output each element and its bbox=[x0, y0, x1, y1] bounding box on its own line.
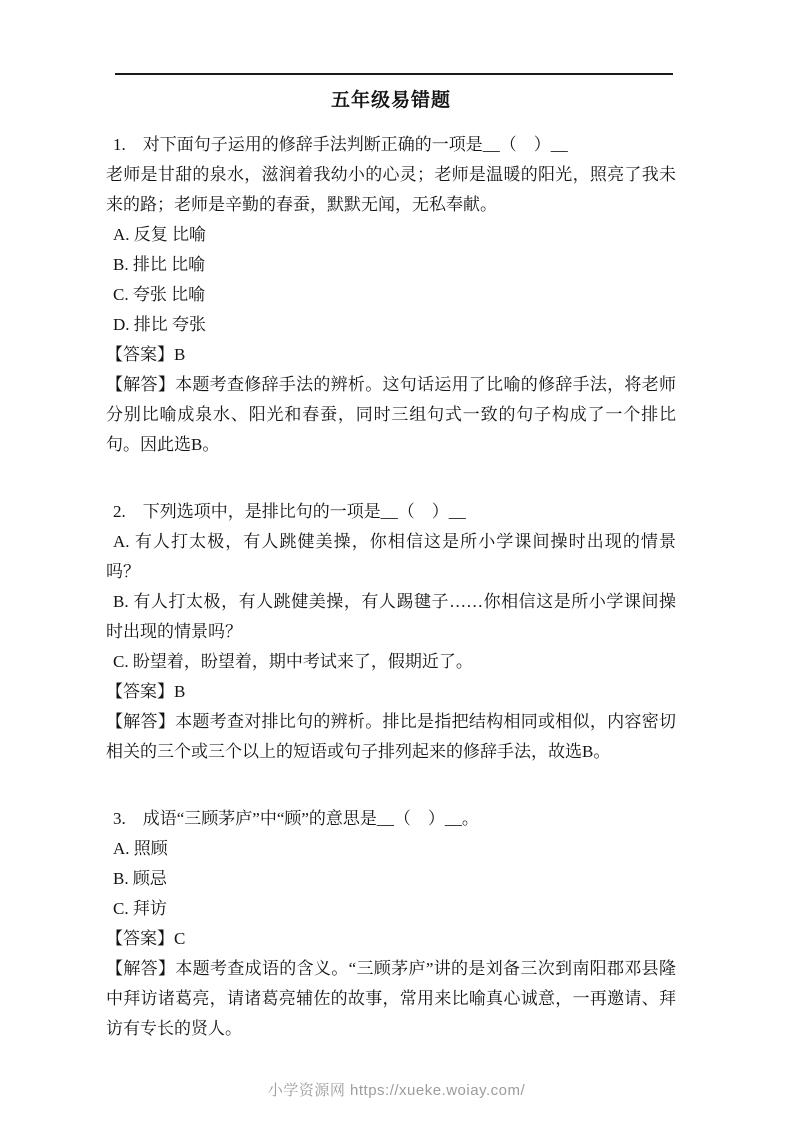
option-b: B. 有人打太极，有人跳健美操，有人踢毽子……你相信这是所小学课间操时出现的情景吗？ bbox=[106, 592, 676, 641]
question-prompt bbox=[106, 804, 676, 834]
answer-label: 【答案】 bbox=[106, 929, 174, 948]
question-number: 2. bbox=[113, 502, 126, 521]
question-block-2 bbox=[106, 497, 676, 767]
header-rule bbox=[115, 73, 673, 75]
option-b: B. 顾忌 bbox=[113, 869, 167, 888]
question-number: 1. bbox=[113, 135, 126, 154]
question-block-3 bbox=[106, 804, 676, 1044]
question-block-1 bbox=[106, 130, 676, 460]
explanation-line bbox=[106, 370, 676, 460]
answer-line bbox=[106, 677, 676, 707]
explanation-label: 【解答】 bbox=[106, 375, 176, 394]
answer-value: C bbox=[174, 929, 186, 948]
question-prompt bbox=[106, 497, 676, 527]
explanation-label: 【解答】 bbox=[106, 959, 176, 978]
answer-value: B bbox=[174, 682, 186, 701]
option-b: B. 排比 比喻 bbox=[113, 255, 206, 274]
explanation-text: 本题考查修辞手法的辨析。这句话运用了比喻的修辞手法，将老师分别比喻成泉水、阳光和春蚕，同时三组句式一致的句子构成了一个排比句。因此选B。 bbox=[106, 375, 676, 454]
option-a: A. 有人打太极，有人跳健美操，你相信这是所小学课间操时出现的情景吗？ bbox=[106, 532, 676, 581]
answer-line bbox=[106, 924, 676, 954]
footer-site-link: 小学资源网 https://xueke.woiay.com/ bbox=[267, 1082, 526, 1099]
option-c: C. 夸张 比喻 bbox=[113, 285, 206, 304]
explanation-label: 【解答】 bbox=[106, 712, 176, 731]
option-a: A. 反复 比喻 bbox=[113, 225, 207, 244]
explanation-text: 本题考查对排比句的辨析。排比是指把结构相同或相似，内容密切相关的三个或三个以上的短语或句子排列起来的修辞手法，故选B。 bbox=[106, 712, 676, 761]
answer-label: 【答案】 bbox=[106, 682, 174, 701]
option-d: D. 排比 夸张 bbox=[113, 315, 207, 334]
question-prompt-text: 成语“三顾茅庐”中“顾”的意思是__（ ）__。 bbox=[142, 809, 479, 828]
question-passage: 老师是甘甜的泉水，滋润着我幼小的心灵；老师是温暖的阳光，照亮了我未来的路；老师是辛勤的春蚕，默默无闻，无私奉献。 bbox=[106, 165, 676, 214]
worksheet-content bbox=[106, 86, 676, 1044]
question-number: 3. bbox=[113, 809, 126, 828]
page-title: 五年级易错题 bbox=[330, 90, 451, 111]
option-c: C. 拜访 bbox=[113, 899, 167, 918]
answer-line bbox=[106, 340, 676, 370]
answer-value: B bbox=[174, 345, 186, 364]
question-prompt-text: 下列选项中，是排比句的一项是__（ ）__ bbox=[142, 502, 466, 521]
answer-label: 【答案】 bbox=[106, 345, 174, 364]
question-prompt bbox=[106, 130, 676, 160]
explanation-text: 本题考查成语的含义。“三顾茅庐”讲的是刘备三次到南阳郡邓县隆中拜访诸葛亮，请诸葛亮辅佐的故事，常用来比喻真心诚意，一再邀请、拜访有专长的贤人。 bbox=[106, 959, 677, 1038]
explanation-line bbox=[106, 954, 676, 1044]
option-a: A. 照顾 bbox=[113, 839, 168, 858]
question-prompt-text: 对下面句子运用的修辞手法判断正确的一项是__（ ）__ bbox=[142, 135, 568, 154]
option-c: C. 盼望着，盼望着，期中考试来了，假期近了。 bbox=[113, 652, 473, 671]
explanation-line bbox=[106, 707, 676, 767]
